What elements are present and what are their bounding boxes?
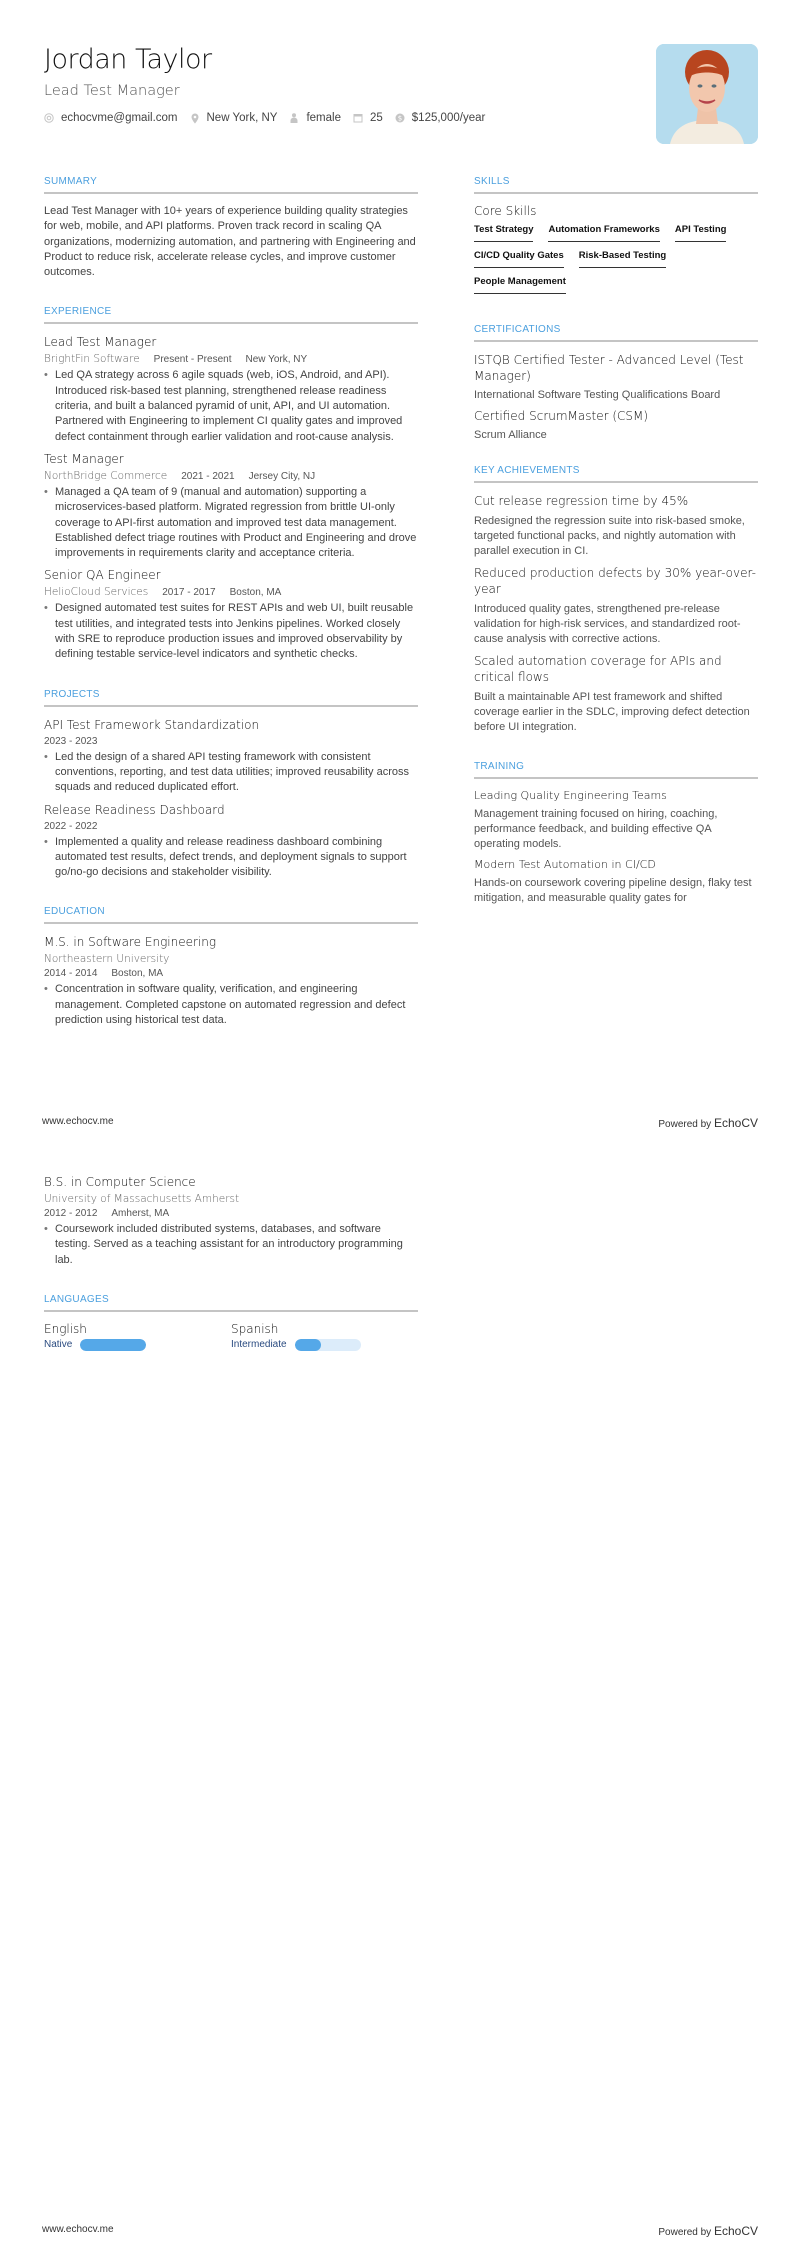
footer-site-link[interactable]: www.echocv.me xyxy=(42,1116,114,1127)
skill-tag: CI/CD Quality Gates xyxy=(474,250,564,268)
languages-list xyxy=(44,1322,418,1351)
job-bullet xyxy=(44,601,418,662)
gender-value: female xyxy=(306,112,341,124)
job-role: Lead Test Manager xyxy=(44,335,157,350)
education-item xyxy=(44,934,418,1028)
language-item xyxy=(44,1322,231,1351)
school-row xyxy=(44,1193,418,1205)
person-icon xyxy=(289,113,299,123)
achievement-desc: Built a maintainable API test framework and shifted coverage earlier in the SDLC, improving defect detection before UI integration. xyxy=(474,691,750,733)
education-meta xyxy=(44,1208,418,1219)
job-meta xyxy=(44,470,418,482)
project-name: Release Readiness Dashboard xyxy=(44,802,225,817)
candidate-title: Lead Test Manager xyxy=(44,83,180,99)
education-section xyxy=(44,906,418,1028)
svg-text:$: $ xyxy=(397,114,403,123)
footer-powered-by xyxy=(658,2224,758,2238)
bullet-icon: • xyxy=(44,602,48,615)
certification-name: Certified ScrumMaster (CSM) xyxy=(474,409,649,423)
bullet-text: Designed automated test suites for REST APIs and web UI, built reusable test utilities, and integrated tests into Jenkins pipelines. Worked closely with SRE to reproduce production issues and improved observability by defining testable service-level indicators and synthetic checks. xyxy=(55,602,414,661)
language-item xyxy=(231,1322,418,1351)
education-bullet xyxy=(44,982,418,1028)
language-level-row xyxy=(44,1339,231,1351)
powered-prefix: Powered by xyxy=(658,1119,712,1130)
resume-page-2 xyxy=(0,1150,794,2246)
page-footer xyxy=(0,1116,794,1136)
contact-gender xyxy=(289,112,341,124)
achievement-title: Reduced production defects by 30% year-over-year xyxy=(474,566,756,596)
bullet-icon: • xyxy=(44,1223,48,1235)
project-item xyxy=(44,717,418,796)
certification-name: ISTQB Certified Tester - Advanced Level (Test Manager) xyxy=(474,353,744,383)
powered-prefix: Powered by xyxy=(658,2227,712,2238)
training-title: Modern Test Automation in CI/CD xyxy=(474,858,656,871)
school: University of Massachusetts Amherst xyxy=(44,1193,240,1205)
proficiency-fill xyxy=(80,1339,146,1351)
summary-text: Lead Test Manager with 10+ years of experience building quality strategies for web, mobile, and API platforms. Proven track record in scaling QA organizations, modernizing automation, and partnering with Engineering and Product to reduce risk, accelerate release cycles, and improve customer outcomes. xyxy=(44,205,416,279)
degree: B.S. in Computer Science xyxy=(44,1175,196,1189)
contact-salary xyxy=(395,112,486,124)
language-level: Native xyxy=(44,1339,73,1351)
project-dates: 2023 - 2023 xyxy=(44,735,98,747)
language-level-row xyxy=(231,1339,418,1351)
experience-section xyxy=(44,306,418,662)
job-meta xyxy=(44,353,418,365)
skill-tag: Automation Frameworks xyxy=(548,224,659,242)
location-pin-icon xyxy=(190,113,200,123)
section-heading: KEY ACHIEVEMENTS xyxy=(474,465,758,483)
brand-logo[interactable]: EchoCV xyxy=(713,2224,758,2238)
job-meta xyxy=(44,586,418,598)
age-value: 25 xyxy=(369,112,383,124)
bullet-icon: • xyxy=(44,369,48,382)
dollar-icon xyxy=(395,113,405,123)
project-meta xyxy=(44,821,418,832)
email-value: echocvme@gmail.com xyxy=(61,112,178,124)
section-heading: EXPERIENCE xyxy=(44,306,418,324)
at-icon xyxy=(44,113,54,123)
left-column xyxy=(44,176,418,1054)
section-heading: SUMMARY xyxy=(44,176,418,194)
left-column-continued xyxy=(44,1174,418,1377)
profile-photo xyxy=(656,44,758,144)
bullet-icon: • xyxy=(44,750,48,763)
job-dates: 2021 - 2021 xyxy=(181,470,235,482)
company: BrightFin Software xyxy=(44,353,140,366)
training-desc: Management training focused on hiring, coaching, performance feedback, and building effective QA operating models. xyxy=(474,808,718,850)
bullet-icon: • xyxy=(44,835,48,848)
bullet-icon: • xyxy=(44,983,48,996)
proficiency-bar xyxy=(295,1339,361,1351)
experience-item xyxy=(44,451,418,561)
contact-row xyxy=(44,112,644,124)
footer-powered-by xyxy=(658,1116,758,1130)
project-meta xyxy=(44,736,418,747)
skills-category: Core Skills xyxy=(474,204,537,218)
job-bullet xyxy=(44,368,418,444)
project-bullet xyxy=(44,750,418,796)
brand-logo[interactable]: EchoCV xyxy=(713,1116,758,1130)
salary-value: $125,000/year xyxy=(411,112,486,124)
job-location: Jersey City, NJ xyxy=(248,470,316,482)
job-location: New York, NY xyxy=(245,354,308,366)
experience-item xyxy=(44,334,418,444)
bullet-text: Coursework included distributed systems, databases, and software testing. Served as a teaching assistant for an introductory programming lab. xyxy=(55,1223,403,1266)
project-dates: 2022 - 2022 xyxy=(44,820,98,832)
right-column xyxy=(474,176,758,932)
proficiency-bar xyxy=(80,1339,146,1351)
job-dates: Present - Present xyxy=(153,354,232,366)
contact-location xyxy=(190,112,278,124)
language-name: English xyxy=(44,1321,87,1336)
skill-tag: API Testing xyxy=(675,224,727,242)
education-item xyxy=(44,1174,418,1268)
company: HelioCloud Services xyxy=(44,586,149,599)
school: Northeastern University xyxy=(44,953,170,966)
education-meta xyxy=(44,968,418,979)
certifications-section xyxy=(474,324,758,441)
education-bullet xyxy=(44,1222,418,1268)
contact-age xyxy=(353,112,383,124)
education-dates: 2014 - 2014 xyxy=(44,968,98,980)
achievement-desc: Introduced quality gates, strengthened pre-release validation for high-risk services, and standardized root-cause analysis with corrective actions. xyxy=(474,603,741,645)
language-level: Intermediate xyxy=(231,1339,287,1351)
certification-org: Scrum Alliance xyxy=(474,429,547,441)
bullet-text: Concentration in software quality, verification, and engineering management. Completed capstone on automated regression and defect prediction using historical test data. xyxy=(55,983,406,1027)
languages-section xyxy=(44,1294,418,1351)
achievements-section xyxy=(474,465,758,735)
education-location: Amherst, MA xyxy=(111,1208,170,1219)
job-bullet xyxy=(44,485,418,561)
proficiency-fill xyxy=(295,1339,321,1351)
section-heading: CERTIFICATIONS xyxy=(474,324,758,342)
experience-item xyxy=(44,567,418,662)
job-location: Boston, MA xyxy=(229,587,282,599)
page-footer xyxy=(0,2224,794,2244)
bullet-text: Managed a QA team of 9 (manual and automation) supporting a microservices-based platform. Migrated regression from brittle UI-only coverage to API-first automation and improved test data management. Established defect triage routines with Product and Engineering and drove improvements in requirements clarity and acceptance criteria. xyxy=(55,485,417,560)
section-heading: SKILLS xyxy=(474,176,758,194)
school-row xyxy=(44,953,418,965)
section-heading: PROJECTS xyxy=(44,689,418,707)
bullet-icon: • xyxy=(44,485,48,498)
language-name: Spanish xyxy=(231,1321,279,1336)
skills-list xyxy=(474,224,758,302)
bullet-text: Led QA strategy across 6 agile squads (web, iOS, Android, and API). Introduced risk-based test planning, strengthened release readiness criteria, and built a balanced pyramid of unit, API, and UI automation. Partnered with Engineering to implement CI quality gates and improved defect containment through earlier validation and root-cause analysis. xyxy=(55,369,403,443)
achievement-desc: Redesigned the regression suite into risk-based smoke, targeted functional packs, and nightly automation with parallel execution in CI. xyxy=(474,515,745,557)
training-section xyxy=(474,761,758,906)
skills-section xyxy=(474,176,758,302)
degree: M.S. in Software Engineering xyxy=(44,935,217,950)
project-item xyxy=(44,802,418,881)
training-desc: Hands-on coursework covering pipeline design, flaky test mitigation, and measurable quality gates for xyxy=(474,877,752,904)
resume-header xyxy=(44,44,644,124)
education-section-continued xyxy=(44,1174,418,1268)
company: NorthBridge Commerce xyxy=(44,469,168,482)
projects-section xyxy=(44,689,418,881)
achievement-title: Cut release regression time by 45% xyxy=(474,494,689,508)
skill-tag: People Management xyxy=(474,276,566,294)
achievement-title: Scaled automation coverage for APIs and critical flows xyxy=(474,654,722,684)
bullet-text: Implemented a quality and release readiness dashboard combining automated test results, defect trends, and deployment signals to support go/no-go decisions and stakeholder visibility. xyxy=(55,835,407,879)
education-location: Boston, MA xyxy=(111,968,164,980)
project-bullet xyxy=(44,835,418,881)
section-heading: LANGUAGES xyxy=(44,1294,418,1312)
job-role: Test Manager xyxy=(44,451,124,466)
certification-org: International Software Testing Qualifications Board xyxy=(474,389,721,401)
summary-section xyxy=(44,176,418,280)
skill-tag: Test Strategy xyxy=(474,224,533,242)
candidate-name: Jordan Taylor xyxy=(44,44,212,75)
location-value: New York, NY xyxy=(206,112,278,124)
education-dates: 2012 - 2012 xyxy=(44,1208,98,1219)
section-heading: EDUCATION xyxy=(44,906,418,924)
skill-tag: Risk-Based Testing xyxy=(579,250,666,268)
bullet-text: Led the design of a shared API testing framework with consistent conventions, reporting, and test data utilities; improved reusability across squads and reduced duplicated effort. xyxy=(55,750,410,794)
contact-email[interactable] xyxy=(44,112,178,124)
section-heading: TRAINING xyxy=(474,761,758,779)
job-dates: 2017 - 2017 xyxy=(162,587,216,599)
project-name: API Test Framework Standardization xyxy=(44,717,260,732)
training-title: Leading Quality Engineering Teams xyxy=(474,789,667,802)
footer-site-link[interactable]: www.echocv.me xyxy=(42,2224,114,2235)
calendar-icon xyxy=(353,113,363,123)
job-role: Senior QA Engineer xyxy=(44,568,161,583)
